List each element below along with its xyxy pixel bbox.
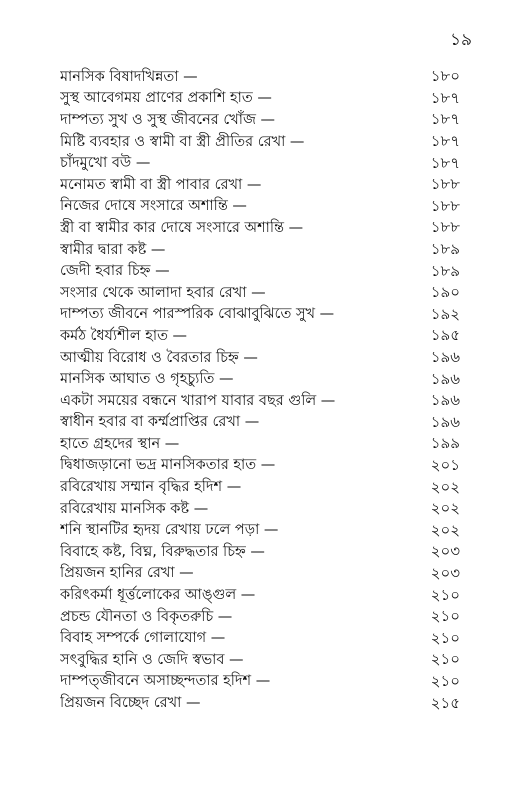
table-of-contents: [60, 67, 460, 715]
toc-entry-page: ২১৫: [430, 693, 460, 712]
toc-entry: [60, 283, 460, 305]
toc-entry: [60, 520, 460, 542]
toc-entry: [60, 672, 460, 694]
toc-entry-page: ২১০: [430, 585, 460, 604]
toc-entry-title: মনোমত স্বামী বা স্ত্রী পাবার রেখা —: [60, 176, 262, 193]
toc-entry: [60, 434, 460, 456]
toc-entry: [60, 542, 460, 564]
toc-entry-title: স্বামীর দ্বারা কষ্ট —: [60, 241, 166, 258]
toc-entry: [60, 413, 460, 435]
toc-entry-page: ২০৩: [430, 563, 460, 582]
toc-entry: [60, 175, 460, 197]
toc-entry-title: চাঁদমুখো বউ —: [60, 155, 151, 172]
toc-entry-page: ২০৩: [430, 542, 460, 561]
toc-entry: [60, 153, 460, 175]
toc-entry-title: নিজের দোষে সংসারে অশান্তি —: [60, 198, 247, 215]
toc-entry-title: আত্মীয় বিরোধ ও বৈরতার চিহ্ন —: [60, 349, 258, 366]
toc-entry-title: রবিরেখায় সম্মান বৃদ্ধির হদিশ —: [60, 479, 242, 496]
toc-entry-page: ২১০: [430, 628, 460, 647]
toc-entry-page: ১৯৯: [430, 434, 460, 453]
toc-entry-page: ২১০: [430, 650, 460, 669]
toc-entry-title: কর্মঠ ধৈর্য্যশীল হাত —: [60, 327, 188, 344]
toc-entry-page: ১৮৯: [430, 240, 460, 259]
toc-entry: [60, 348, 460, 370]
toc-entry: [60, 456, 460, 478]
toc-entry: [60, 650, 460, 672]
toc-entry-title: একটা সময়ের বন্ধনে খারাপ যাবার বছর গুলি —: [60, 392, 336, 409]
toc-entry-page: ১৮৮: [430, 196, 460, 215]
toc-entry-title: সংসার থেকে আলাদা হবার রেখা —: [60, 284, 266, 301]
toc-entry: [60, 197, 460, 219]
toc-entry: [60, 261, 460, 283]
toc-entry-title: প্রিয়জন হানির রেখা —: [60, 565, 194, 582]
toc-entry-page: ১৮০: [430, 67, 460, 86]
toc-entry-title: মানসিক বিষাদখিন্নতা —: [60, 68, 198, 85]
toc-entry-page: ১৮৭: [430, 132, 460, 151]
toc-entry-page: ২০২: [430, 499, 460, 518]
toc-entry-title: করিৎকর্মা ধূর্ত্তলোকের আঙ্গুল —: [60, 587, 256, 604]
toc-entry-title: বিবাহ সম্পর্কে গোলাযোগ —: [60, 630, 226, 647]
toc-entry: [60, 499, 460, 521]
toc-entry-title: প্রচন্ড যৌনতা ও বিকৃতরুচি —: [60, 608, 233, 625]
toc-entry-page: ১৮৭: [430, 153, 460, 172]
toc-entry-page: ১৯৬: [430, 412, 460, 431]
toc-entry-page: ১৯৫: [430, 326, 460, 345]
page-number: ১৯: [449, 30, 472, 50]
toc-entry-title: দাম্পত্জীবনে অসাচ্ছন্দতার হদিশ —: [60, 673, 271, 690]
toc-entry-page: ২০২: [430, 477, 460, 496]
toc-entry-title: মানসিক আঘাত ও গৃহচ্যুতি —: [60, 371, 234, 388]
toc-entry-page: ১৮৮: [430, 175, 460, 194]
toc-entry-page: ১৮৭: [430, 88, 460, 107]
toc-entry: [60, 693, 460, 715]
toc-entry: [60, 564, 460, 586]
toc-entry: [60, 132, 460, 154]
toc-entry: [60, 110, 460, 132]
toc-entry-page: ১৯৬: [430, 348, 460, 367]
toc-entry-title: হাতে গ্রহদের স্থান —: [60, 435, 180, 452]
toc-entry: [60, 89, 460, 111]
toc-entry-title: দ্বিধাজড়ানো ভদ্র মানসিকতার হাত —: [60, 457, 276, 474]
toc-entry: [60, 218, 460, 240]
toc-entry: [60, 391, 460, 413]
toc-entry-title: শনি স্থানটির হৃদয় রেখায় ঢলে পড়া —: [60, 522, 279, 539]
toc-entry-title: প্রিয়জন বিচ্ছেদ রেখা —: [60, 695, 201, 712]
toc-entry-title: সুস্থ আবেগময় প্রাণের প্রকাশি হাত —: [60, 90, 272, 107]
toc-entry: [60, 305, 460, 327]
toc-entry-title: জেদী হবার চিহ্ন —: [60, 263, 170, 280]
toc-entry-title: সৎবুদ্ধির হানি ও জেদি স্বভাব —: [60, 651, 244, 668]
toc-entry-page: ১৮৭: [430, 110, 460, 129]
toc-entry-page: ১৮৯: [430, 261, 460, 280]
toc-entry: [60, 326, 460, 348]
toc-entry-title: দাম্পত্য সুখ ও সুস্থ জীবনের খোঁজ —: [60, 111, 276, 128]
toc-entry-page: ২১০: [430, 607, 460, 626]
toc-entry-title: মিষ্টি ব্যবহার ও স্বামী বা স্ত্রী প্রীতির রেখা —: [60, 133, 305, 150]
toc-entry: [60, 240, 460, 262]
toc-entry-title: স্ত্রী বা স্বামীর কার দোষে সংসারে অশান্তি —: [60, 219, 304, 236]
toc-entry: [60, 628, 460, 650]
toc-entry: [60, 607, 460, 629]
toc-entry: [60, 67, 460, 89]
toc-entry: [60, 585, 460, 607]
toc-entry: [60, 477, 460, 499]
toc-entry-page: ১৯০: [430, 283, 460, 302]
toc-entry-title: দাম্পত্য জীবনে পারস্পরিক বোঝাবুঝিতে সুখ —: [60, 306, 335, 323]
toc-entry-title: বিবাহে কষ্ট, বিঘ্ন, বিরুদ্ধতার চিহ্ন —: [60, 543, 265, 560]
toc-entry-page: ১৯২: [430, 304, 460, 323]
toc-entry-page: ২১০: [430, 671, 460, 690]
toc-entry-page: ১৯৬: [430, 391, 460, 410]
toc-entry-page: ১৮৮: [430, 218, 460, 237]
toc-entry-page: ১৯৬: [430, 369, 460, 388]
toc-entry-page: ২০২: [430, 520, 460, 539]
toc-entry-page: ২০১: [430, 455, 460, 474]
toc-entry-title: রবিরেখায় মানসিক কষ্ট —: [60, 500, 209, 517]
toc-entry-title: স্বাধীন হবার বা কর্ম্মপ্রাপ্তির রেখা —: [60, 414, 260, 431]
toc-entry: [60, 369, 460, 391]
